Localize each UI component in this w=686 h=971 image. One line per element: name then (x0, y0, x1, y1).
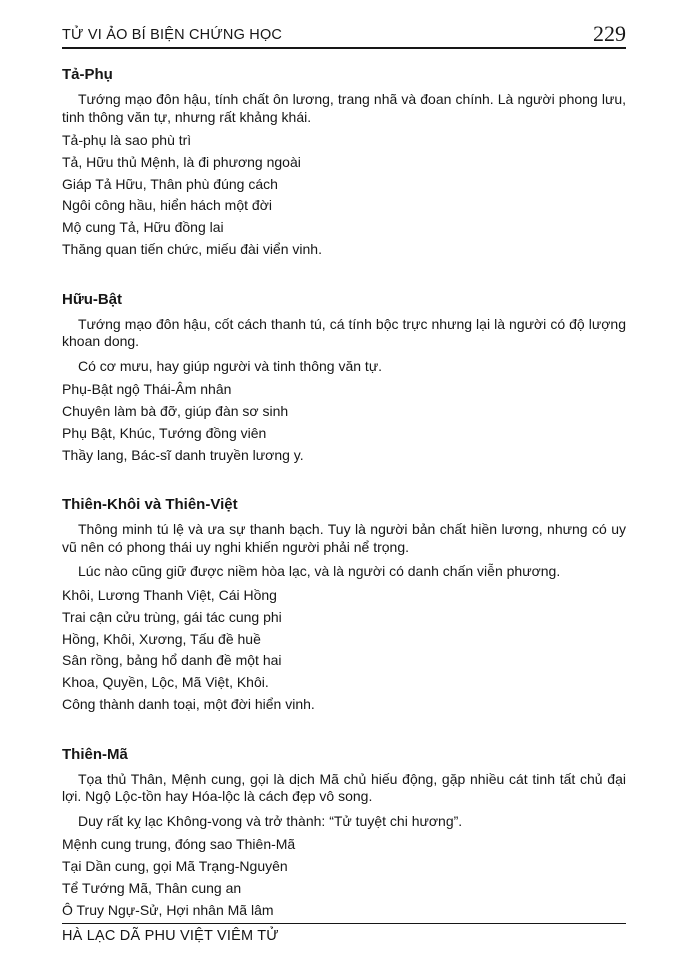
verse-line: Phụ-Bật ngộ Thái-Âm nhân (62, 381, 232, 398)
verse-line: Ngôi công hầu, hiển hách một đời (62, 197, 272, 214)
verse-line: Thăng quan tiến chức, miếu đài viển vinh. (62, 240, 322, 257)
page-number: 229 (593, 21, 626, 46)
verse-line: Trai cận cửu trùng, gái tác cung phi (62, 608, 282, 625)
verse-line: Hồng, Khôi, Xương, Tấu đề huề (62, 630, 261, 647)
section-heading: Tả-Phụ (62, 66, 113, 83)
verse-line: Mệnh cung trung, đóng sao Thiên-Mã (62, 836, 296, 853)
verse-line: Tả, Hữu thủ Mệnh, là đi phương ngoài (62, 153, 301, 170)
verse-line: Công thành danh toại, một đời hiển vinh. (62, 695, 315, 712)
running-title: TỬ VI ẢO BÍ BIỆN CHỨNG HỌC (62, 27, 283, 43)
page-header (62, 21, 626, 49)
paragraph: Duy rất kỵ lạc Không-vong và trở thành: “Tử tuyệt chi hương”. (78, 812, 463, 829)
verse-line: Khoa, Quyền, Lộc, Mã Việt, Khôi. (62, 674, 269, 691)
paragraph: Tướng mạo đôn hậu, cốt cách thanh tú, cá tính bộc trực nhưng lại là người có độ lượng khoan dong. (62, 315, 626, 350)
page-footer (62, 923, 626, 945)
verse-line: Tại Dần cung, gọi Mã Trạng-Nguyên (62, 858, 288, 875)
verse-line: Giáp Tả Hữu, Thân phù đúng cách (62, 175, 278, 192)
section-heading: Hữu-Bật (62, 290, 123, 308)
paragraph: Tướng mạo đôn hậu, tính chất ôn lương, trang nhã và đoan chính. Là người phong lưu, tinh thông văn tự, nhưng rất khảng khái. (62, 91, 626, 125)
section-huu-bat (62, 291, 626, 467)
footer-text: HÀ LẠC DÃ PHU VIỆT VIÊM TỬ (62, 928, 279, 944)
paragraph: Thông minh tú lệ và ưa sự thanh bạch. Tuy là người bản chất hiền lương, nhưng có uy vũ nên có phong thái uy nghi khiến người phải nể trọng. (62, 521, 626, 555)
verse-group (62, 379, 626, 466)
section-thien-ma (62, 746, 626, 922)
verse-line: Chuyên làm bà đỡ, giúp đàn sơ sinh (62, 403, 289, 420)
verse-line: Tể Tướng Mã, Thân cung an (62, 879, 242, 896)
verse-line: Mộ cung Tả, Hữu đồng lai (62, 219, 224, 236)
verse-group (62, 130, 626, 261)
page-body (62, 49, 626, 923)
section-heading: Thiên-Mã (62, 745, 128, 763)
section-heading: Thiên-Khôi và Thiên-Việt (62, 496, 238, 514)
paragraph: Lúc nào cũng giữ được niềm hòa lạc, và là người có danh chấn viễn phương. (78, 563, 561, 580)
section-thien-khoi-thien-viet (62, 496, 626, 715)
verse-line: Phụ Bật, Khúc, Tướng đồng viên (62, 424, 267, 441)
verse-group (62, 834, 626, 921)
paragraph: Có cơ mưu, hay giúp người và tinh thông văn tự. (78, 357, 383, 374)
verse-group (62, 585, 626, 716)
section-ta-phu (62, 66, 626, 261)
verse-line: Ô Truy Ngự-Sử, Hợi nhân Mã lâm (62, 901, 274, 918)
verse-line: Thầy lang, Bác-sĩ danh truyền lương y. (62, 446, 304, 463)
verse-line: Sân rồng, bảng hổ danh đề một hai (62, 652, 282, 669)
verse-line: Tả-phụ là sao phù trì (62, 132, 192, 148)
paragraph: Tọa thủ Thân, Mệnh cung, gọi là dịch Mã chủ hiếu động, gặp nhiều cát tinh tất chủ đại lợi. Ngộ Lộc-tồn hay Hóa-lộc là cách đẹp vô song. (62, 770, 626, 805)
verse-line: Khôi, Lương Thanh Việt, Cái Hồng (62, 586, 277, 603)
